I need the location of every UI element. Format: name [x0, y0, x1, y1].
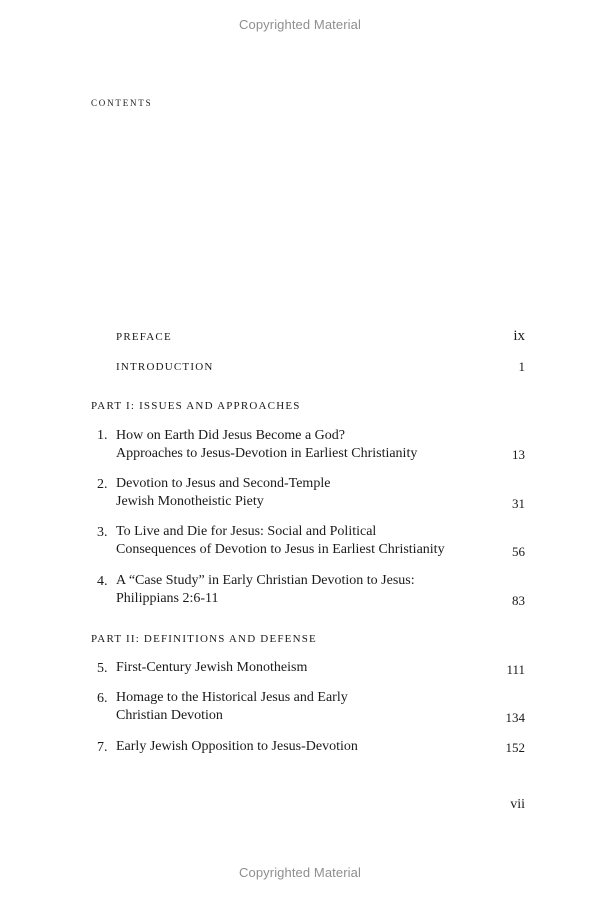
part-1-heading: PART I: ISSUES AND APPROACHES — [91, 400, 301, 412]
chapter-2-number: 2. — [97, 477, 108, 492]
contents-title: contents — [91, 94, 153, 109]
chapter-1-title-line-2: Approaches to Jesus-Devotion in Earliest Christianity — [116, 446, 418, 461]
watermark-top: Copyrighted Material — [239, 17, 361, 32]
toc-preface-label: PREFACE — [116, 331, 172, 343]
chapter-1-title-line-1: How on Earth Did Jesus Become a God? — [116, 428, 346, 443]
toc-introduction-page: 1 — [518, 359, 525, 374]
toc-preface-page: ix — [513, 328, 525, 344]
chapter-2-title-line-1: Devotion to Jesus and Second-Temple — [116, 476, 331, 491]
chapter-6-page: 134 — [505, 710, 525, 725]
chapter-3-number: 3. — [97, 525, 108, 540]
chapter-2-page: 31 — [512, 496, 525, 511]
watermark-bottom: Copyrighted Material — [239, 865, 361, 880]
chapter-4-page: 83 — [512, 593, 525, 608]
chapter-5-number: 5. — [97, 661, 108, 676]
chapter-7-number: 7. — [97, 740, 108, 755]
chapter-6-title-line-1: Homage to the Historical Jesus and Early — [116, 690, 348, 705]
chapter-1-page: 13 — [512, 447, 525, 462]
chapter-4-title-line-2: Philippians 2:6-11 — [116, 591, 219, 606]
page-folio: vii — [510, 797, 525, 812]
part-2-heading: PART II: DEFINITIONS AND DEFENSE — [91, 633, 317, 645]
chapter-7-title-line-1: Early Jewish Opposition to Jesus-Devotion — [116, 739, 358, 754]
chapter-1-number: 1. — [97, 428, 108, 443]
chapter-2-title-line-2: Jewish Monotheistic Piety — [116, 494, 264, 509]
chapter-6-number: 6. — [97, 691, 108, 706]
chapter-5-title-line-1: First-Century Jewish Monotheism — [116, 660, 308, 675]
chapter-6-title-line-2: Christian Devotion — [116, 708, 223, 723]
chapter-3-title-line-2: Consequences of Devotion to Jesus in Earliest Christianity — [116, 542, 445, 557]
chapter-4-title-line-1: A “Case Study” in Early Christian Devotion to Jesus: — [116, 573, 415, 588]
chapter-7-page: 152 — [505, 740, 525, 755]
toc-introduction-label: INTRODUCTION — [116, 361, 214, 373]
chapter-4-number: 4. — [97, 574, 108, 589]
chapter-5-page: 111 — [506, 662, 525, 677]
chapter-3-title-line-1: To Live and Die for Jesus: Social and Political — [116, 524, 377, 539]
chapter-3-page: 56 — [512, 544, 525, 559]
